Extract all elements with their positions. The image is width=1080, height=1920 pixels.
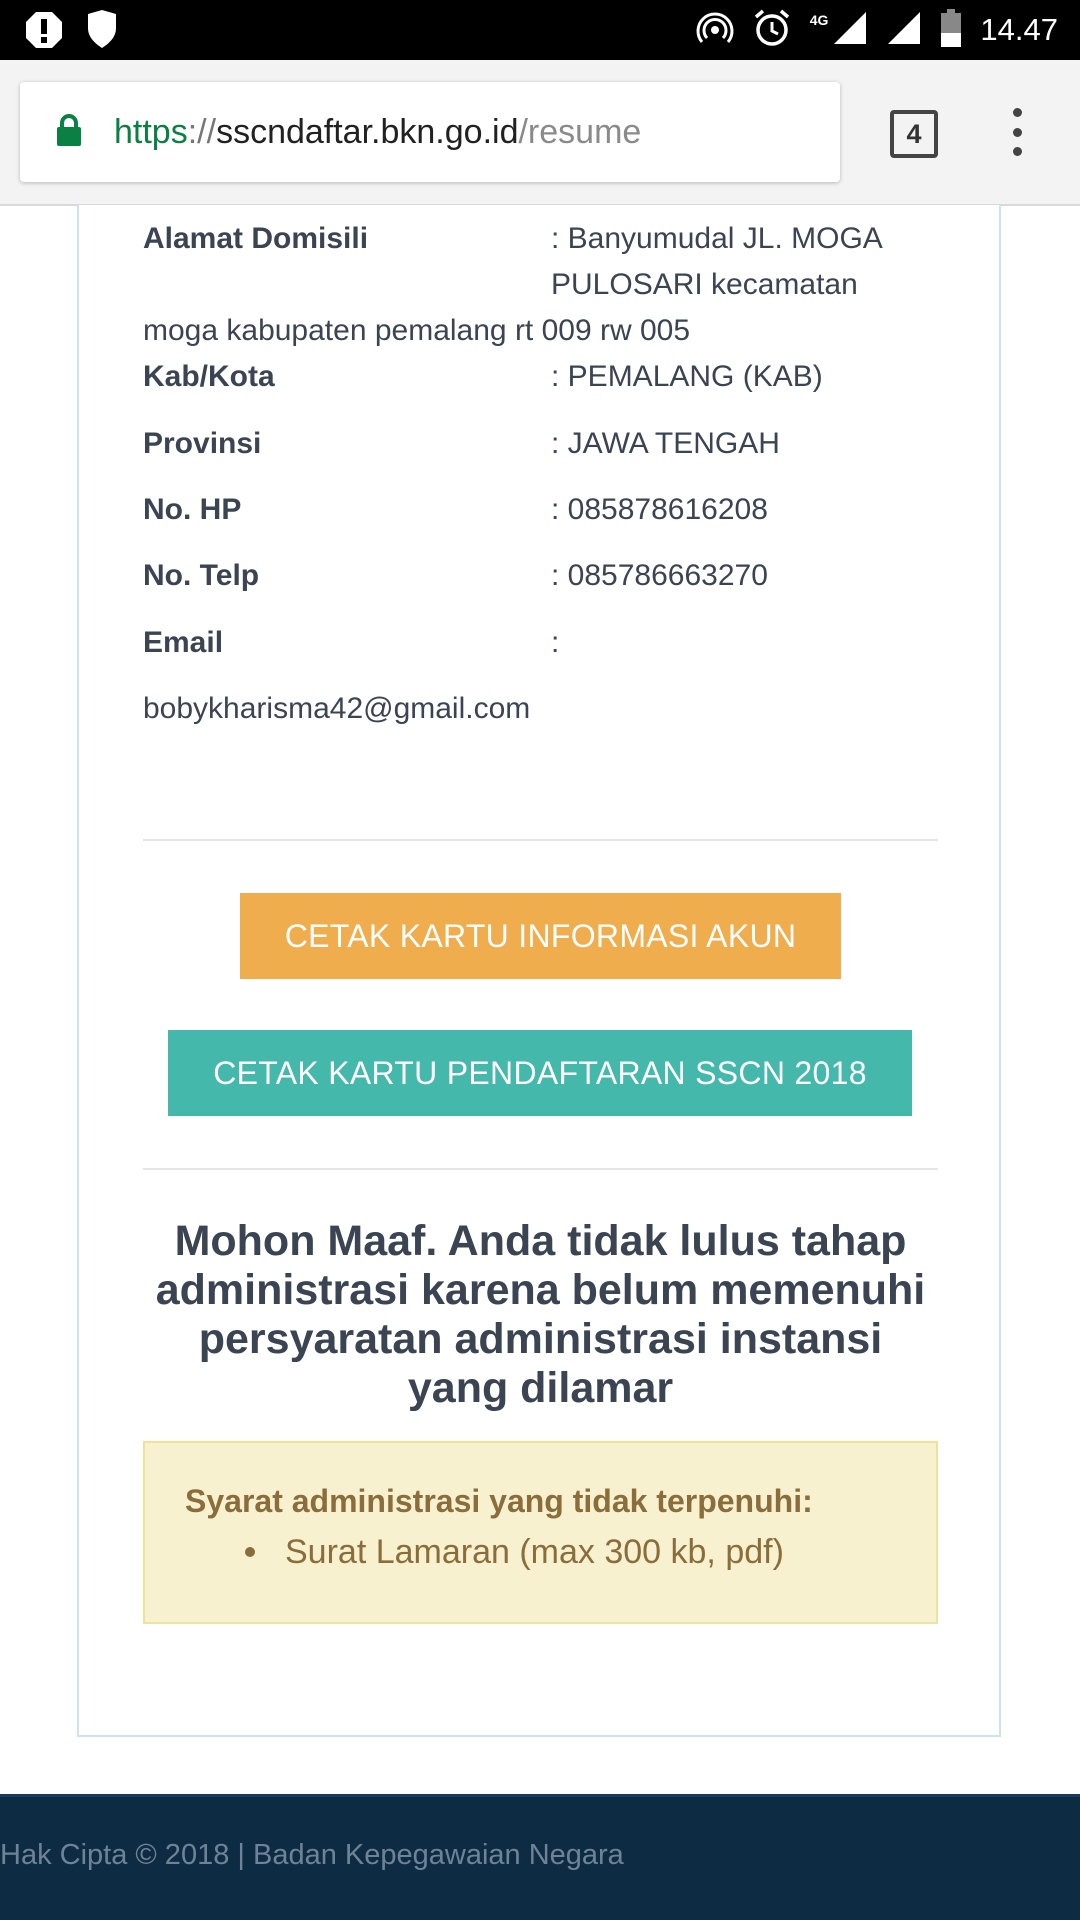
url-text (114, 113, 641, 152)
requirements-alert (143, 1441, 938, 1624)
telp-value: : 085786663270 (551, 559, 768, 592)
overflow-menu-icon[interactable] (1010, 108, 1024, 156)
url-path: /resume (518, 112, 642, 151)
network-type: 4G (809, 12, 829, 28)
signal-icon (832, 10, 868, 51)
clock: 14.47 (980, 12, 1058, 47)
telp-label: No. Telp (143, 559, 260, 592)
bullet-icon (245, 1547, 255, 1557)
battery-icon (940, 9, 962, 52)
alert-title: Syarat administrasi yang tidak terpenuhi: (185, 1483, 813, 1519)
address-bar[interactable] (20, 82, 840, 182)
alert-icon (24, 10, 64, 55)
divider (143, 839, 938, 841)
kab-value: : PEMALANG (KAB) (551, 360, 823, 393)
provinsi-label: Provinsi (143, 427, 262, 460)
tab-switcher-button[interactable]: 4 (890, 110, 938, 158)
hp-value: : 085878616208 (551, 493, 768, 526)
alert-item-text: Surat Lamaran (max 300 kb, pdf) (285, 1533, 784, 1571)
print-registration-card-button[interactable]: CETAK KARTU PENDAFTARAN SSCN 2018 (168, 1030, 912, 1116)
browser-toolbar (0, 60, 1080, 206)
alamat-value-line1: : Banyumudal JL. MOGA (551, 222, 883, 255)
lock-icon (56, 114, 82, 151)
email-label: Email (143, 626, 224, 659)
provinsi-value: : JAWA TENGAH (551, 427, 780, 460)
alamat-value-line3: moga kabupaten pemalang rt 009 rw 005 (143, 314, 691, 347)
print-account-card-button[interactable]: CETAK KARTU INFORMASI AKUN (240, 893, 841, 979)
copyright-text: Hak Cipta © 2018 | Badan Kepegawaian Negara (0, 1839, 624, 1871)
alamat-value-line2: PULOSARI kecamatan (551, 268, 858, 301)
email-colon: : (551, 626, 560, 659)
result-message: Mohon Maaf. Anda tidak lulus tahap administrasi karena belum memenuhi persyaratan administrasi instansi yang dilamar (155, 1217, 926, 1412)
list-item (245, 1533, 784, 1572)
hp-label: No. HP (143, 493, 242, 526)
alamat-label: Alamat Domisili (143, 222, 369, 255)
status-bar (0, 0, 1080, 60)
url-host: sscndaftar.bkn.go.id (216, 112, 519, 151)
hotspot-icon (696, 9, 734, 52)
alarm-icon (752, 8, 792, 53)
divider (143, 1168, 938, 1170)
kab-label: Kab/Kota (143, 360, 275, 393)
signal-icon (886, 10, 922, 51)
footer (0, 1794, 1080, 1920)
url-scheme: https (114, 112, 188, 151)
email-value: bobykharisma42@gmail.com (143, 692, 531, 725)
url-separator: :// (187, 112, 217, 151)
shield-icon (86, 10, 118, 55)
